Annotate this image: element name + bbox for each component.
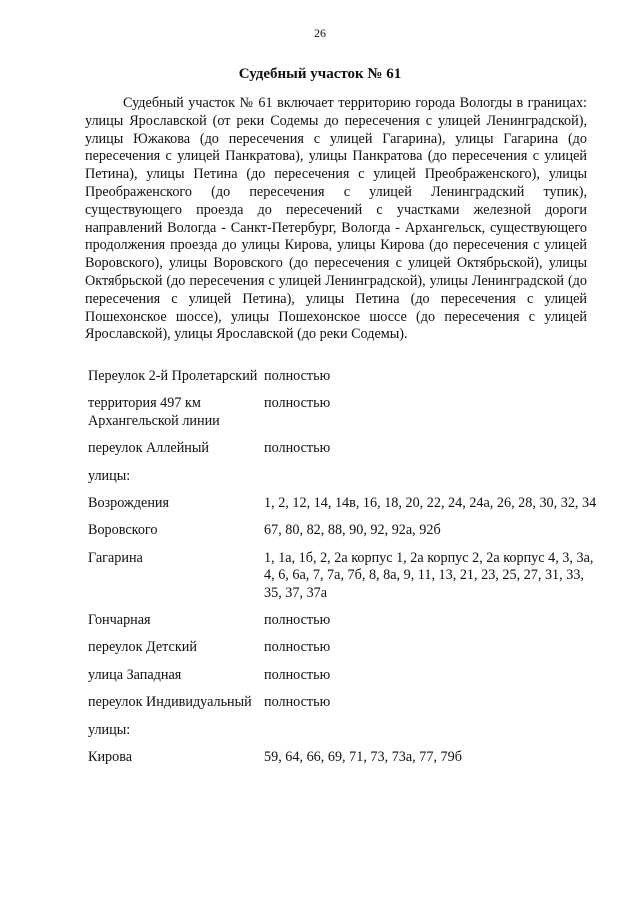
street-name: Гончарная [88,612,151,629]
list-row [88,749,608,766]
intro-paragraph: Судебный участок № 61 включает территорию города Вологды в границах: улицы Ярославской (от реки Содемы до пересечения с улицей Ленинградской), улицы Южакова (до пересечения с улицей Гагарина), улицы Гагарина (до пересечения с улицей Панкратова), улицы Панкратова (до пересечения с улицей Петина), улицы Петина (до пересечения с улицей Преображенского), улицы Преображенского (до пересечения с улицей Ленинградский тупик), существующего проезда до пересечений с участками железной дороги направлений Вологда - Санкт-Петербург, Вологда - Архангельск, существующего продолжения проезда до улицы Кирова, улицы Кирова (до пересечения с улицей Воровского), улицы Воровского (до пересечения с улицей Октябрьской), улицы Октябрьской (до пересечения с улицей Ленинградской), улицы Ленинградской (до пересечения с улицей Петина), улицы Петина (до пересечения с улицей Пошехонское шоссе), улицы Пошехонское шоссе (до пересечения с улицей Ярославской), улицы Ярославской (до реки Содемы). [85,95,587,343]
list-row [88,495,608,512]
list-row [88,550,608,602]
street-name: территория 497 км Архангельской линии [88,395,220,429]
house-numbers: 59, 64, 66, 69, 71, 73, 73а, 77, 79б [264,749,462,766]
house-numbers: полностью [264,612,331,629]
house-numbers: 67, 80, 82, 88, 90, 92, 92а, 92б [264,522,441,539]
list-section-label [88,722,608,739]
house-numbers: полностью [264,694,331,711]
street-name: Переулок 2-й Пролетарский [88,368,258,384]
house-numbers: полностью [264,368,331,384]
page-number: 26 [314,26,326,40]
house-numbers: полностью [264,639,331,656]
house-numbers: 1, 2, 12, 14, 14в, 16, 18, 20, 22, 24, 24а, 26, 28, 30, 32, 34 [264,495,597,512]
street-name: Гагарина [88,549,143,566]
house-numbers: полностью [264,395,331,412]
list-row [88,395,608,430]
section-label: улицы: [88,467,131,484]
street-name: Воровского [88,522,158,539]
house-numbers: полностью [264,666,331,683]
house-numbers: полностью [264,440,331,457]
list-row [88,440,608,457]
list-row [88,667,608,684]
list-row [88,368,608,385]
list-row [88,694,608,711]
list-row [88,612,608,629]
section-heading: Судебный участок № 61 [238,66,402,82]
street-name: Кирова [88,749,133,766]
section-label: улицы: [88,721,131,738]
house-numbers: 1, 1а, 1б, 2, 2а корпус 1, 2а корпус 2, 2а корпус 4, 3, 3а, 4, 6, 6а, 7, 7а, 7б, 8, 8а, 9, 11, 13, 21, 23, 25, 27, 31, 33, 35, 37, 37а [264,549,594,601]
list-row [88,639,608,656]
list-row [88,522,608,539]
street-name: переулок Детский [88,639,197,656]
street-name: улица Западная [88,666,182,683]
street-name: Возрождения [88,495,170,512]
street-name: переулок Индивидуальный [88,694,252,711]
address-list [88,368,608,777]
street-name: переулок Аллейный [88,440,210,457]
list-section-label [88,468,608,485]
